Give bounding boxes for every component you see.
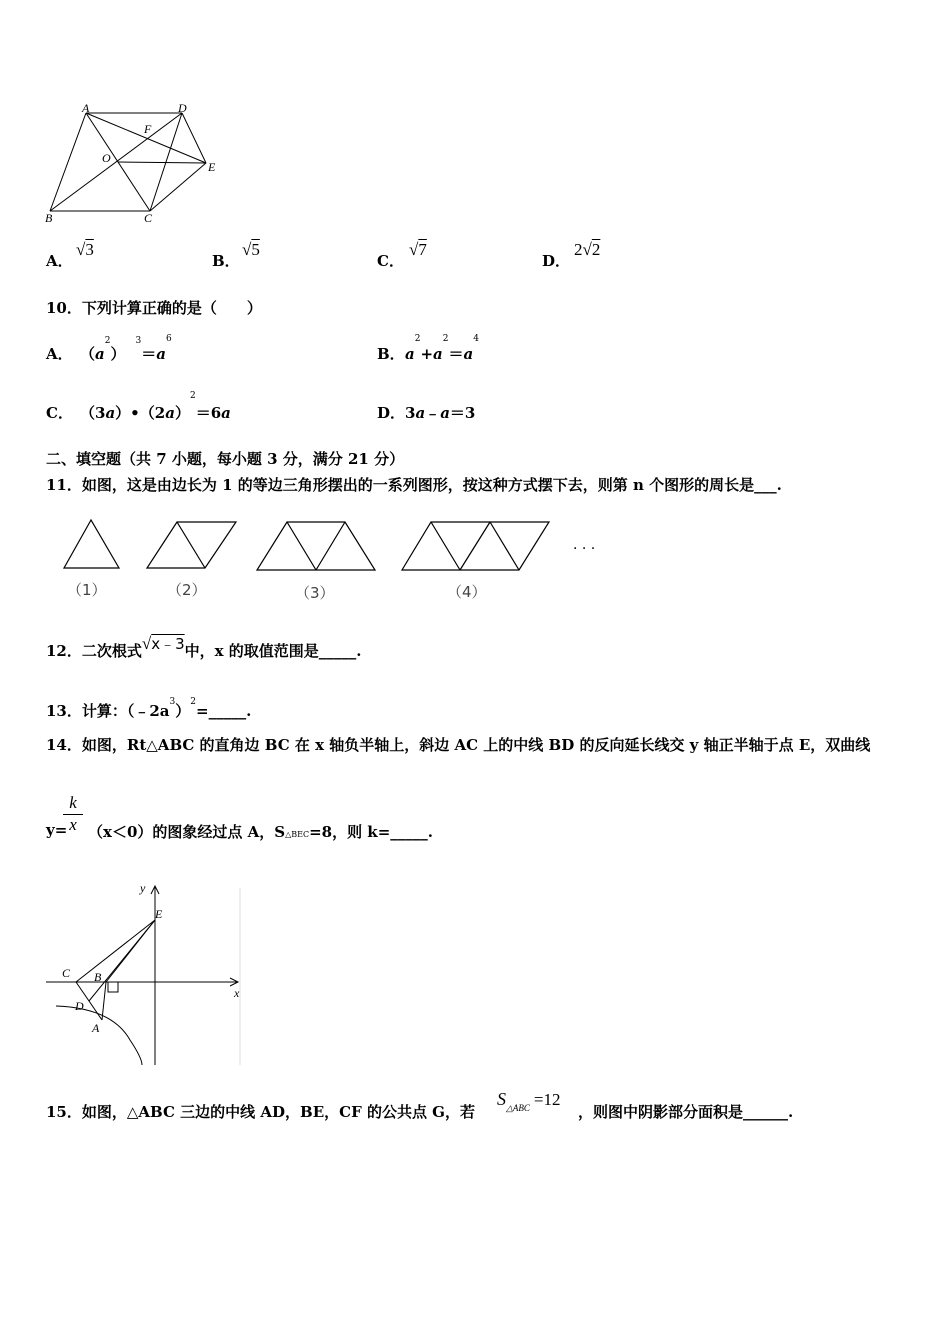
q11-caption-3: （3） [295,584,335,602]
q15: 15．如图，△ABC 三边的中线 AD，BE，CF 的公共点 G，若 [46,1103,475,1121]
q9-option-a-label: A． [46,252,73,270]
q14-frac-denominator: x [63,814,83,835]
label-b: B [94,970,102,984]
q9-option-c-label: C． [377,252,404,270]
q10-option-b: $a^2+a^2=a^4$ [405,334,479,363]
q14-line1: 14．如图，Rt△ABC 的直角边 BC 在 x 轴负半轴上，斜边 AC 上的中线 BD 的反向延长线交 y 轴正半轴于点 E，双曲线 [46,736,871,754]
q9-option-c-value: √7 [409,240,427,259]
section-heading: 二、填空题（共 7 小题，每小题 3 分，满分 21 分） [46,450,405,468]
q10-option-a: $(a^2)^3=a^6$ [80,334,172,363]
label-b: B [45,211,53,225]
q12-radical: √x﹣3 [141,634,185,653]
q9-option-b-label: B． [212,252,240,270]
q9-option-d-value: 2√2 [574,240,601,259]
q10-option-c: $(3a)•(2a)^2=6a$ [80,391,231,422]
q11-caption-4: （4） [447,583,487,601]
label-c: C [62,966,71,980]
q12 [46,634,362,661]
label-d: D [75,999,84,1013]
q13: 13．计算：$(﹣2a^3)^2=\_\_\_\_\_$. [46,697,252,720]
q11-caption-1: （1） [67,581,107,599]
q10-option-a-label: A． [46,345,73,363]
label-e: E [155,907,163,921]
q9-figure [40,100,230,225]
q15-area-expression: $S_{\triangle ABC} =12$ [497,1089,561,1113]
q14-figure [42,880,252,1070]
axis-label-y: y [140,881,146,895]
axis-label-x: x [234,986,240,1000]
q12-prefix: 12．二次根式 [46,642,142,660]
q9-option-a-value: √3 [76,240,94,259]
label-e: E [208,160,216,174]
q10-option-d: 3a﹣a＝3 [405,404,476,422]
label-a: A [92,1021,100,1035]
q12-suffix: 中，x 的取值范围是_____. [184,642,362,660]
label-o: O [102,151,111,165]
q11-stem: 11．如图，这是由边长为 1 的等边三角形摆出的一系列图形，按这种方式摆下去，则第 n 个图形的周长是___. [46,476,782,494]
q14-y-eq: y= [46,821,68,839]
label-c: C [144,211,153,225]
q11-figures [55,515,615,610]
label-f: F [144,122,152,136]
q14-frac-numerator: k [69,793,77,812]
q10-stem: 10．下列计算正确的是（ ） [46,299,262,317]
q10-option-b-label: B． [377,345,405,363]
q14-line2: （x＜0）的图象经过点 A，S△BEC=8，则 k=_____. [88,823,433,841]
label-a: A [82,101,90,115]
label-d: D [178,101,187,115]
q9-option-d-label: D． [542,252,571,270]
q15-suffix: ，则图中阴影部分面积是______. [578,1103,794,1121]
q9-option-b-value: √5 [242,240,260,259]
q11-ellipsis: · · · [573,541,596,557]
q11-caption-2: （2） [167,581,207,599]
q10-option-c-label: C． [46,404,73,422]
q10-option-d-label: D． [377,404,406,422]
